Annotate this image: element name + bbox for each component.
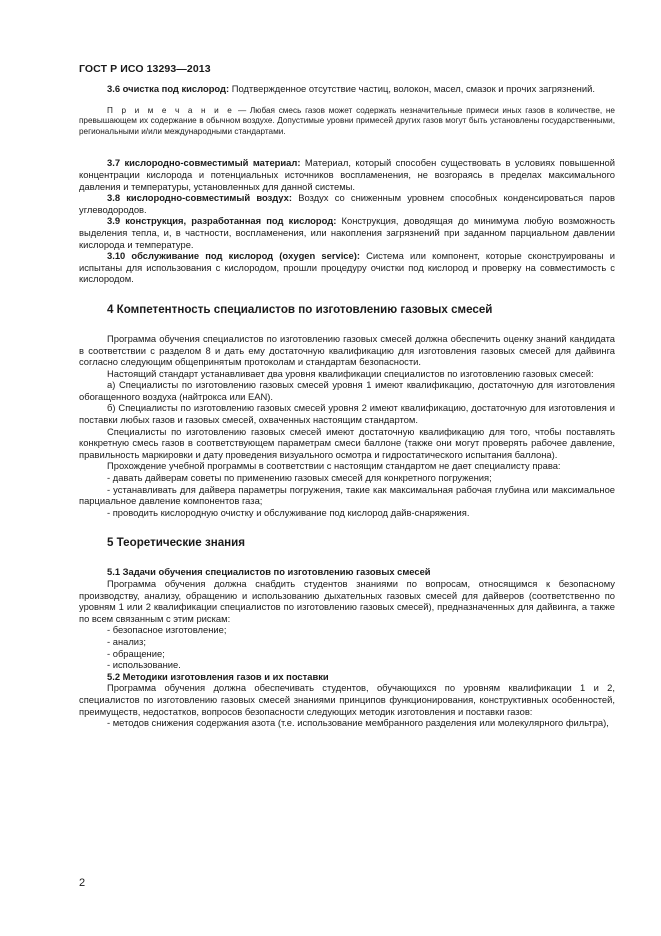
list-item: - использование. [107, 659, 181, 671]
term: 3.10 обслуживание под кислород (oxygen service): [107, 250, 360, 262]
list-item: - устанавливать для дайвера параметры погружения, такие как максимальная рабочая глубина или максимальное парциальное давление компонентов газа; [79, 483, 615, 507]
document-body [79, 83, 615, 729]
term: 3.6 очистка под кислород: [107, 83, 230, 94]
definition: Конструкция, доводящая до минимума любую возможность выделения тепла, и, в частности, воспламенения, или накопления загрязнений при заданном парциальном давлении кислорода и температуре. [79, 215, 615, 250]
list-item: - анализ; [107, 635, 146, 647]
note-label: П р и м е ч а н и е [107, 105, 235, 115]
definition: Подтвержденное отсутствие частиц, волокон, масел, смазок и прочих загрязнений. [229, 83, 595, 94]
paragraph: б) Специалисты по изготовлению газовых смесей уровня 2 имеют квалификацию, достаточную для изготовления и поставки любых газов и газовых смесей, охваченных настоящим стандартом. [79, 402, 615, 426]
paragraph: Прохождение учебной программы в соответствии с настоящим стандартом не дает специалисту права: [107, 460, 561, 472]
section-5-title: 5 Теоретические знания [107, 536, 246, 550]
definition: Материал, который способен существовать в условиях повышенной концентрации кислорода и потенциальных источников воспламенения, не возгораясь в пределах максимального давления и температуры, установленных для данной системы. [79, 157, 615, 192]
subsection-5-2-title: 5.2 Методики изготовления газов и их поставки [107, 670, 329, 682]
definition: Воздух со сниженным уровнем способных конденсироваться паров углеводородов. [79, 192, 615, 215]
term: 3.7 кислородно-совместимый материал: [107, 157, 301, 169]
page-number: 2 [79, 877, 86, 889]
term: 3.9 конструкция, разработанная под кислород: [107, 215, 337, 227]
clause-3-7 [79, 157, 615, 192]
document-header: ГОСТ Р ИСО 13293—2013 [79, 63, 211, 75]
definition: Система или компонент, которые сконструированы и испытаны для использования с кислородом, прошли процедуру очистки под кислород и проверку на совместимость с кислородом. [79, 250, 615, 285]
paragraph: Программа обучения должна обеспечивать студентов, обучающихся по уровням квалификации 1 и 2, специалистов по изготовлению газовых смесей знаниями принципов функционирования, конструктивных особенностей, преимуществ, недостатков, вопросов безопасности следующих методик изготовления и поставки газов: [79, 682, 615, 717]
paragraph: Настоящий стандарт устанавливает два уровня квалификации специалистов по изготовлению газовых смесей: [107, 367, 594, 379]
paragraph: Программа обучения специалистов по изготовлению газовых смесей должна обеспечить оценку знаний кандидата в соответствии с разделом 8 и дать ему достаточную квалификацию для изготовления газовых смесей для дайвинга согласно следующим общепринятым протоколам и стандартам безопасности. [79, 332, 615, 368]
term: 3.8 кислородно-совместимый воздух: [107, 192, 292, 204]
list-item: - обращение; [107, 647, 165, 659]
list-item: - безопасное изготовление; [107, 624, 227, 636]
clause-3-6 [79, 83, 615, 95]
clause-3-8 [79, 192, 615, 215]
paragraph: Программа обучения должна снабдить студентов знаниями по вопросам, относящимся к безопасному производству, анализу, обращению и использованию дыхательных газовых смесей для дайверов (соответственно по уровням 1 или 2 квалификации специалистов по изготовлению газовых смесей), предназначенных для дайвинга, а также по всем связанным с этим рискам: [79, 578, 615, 624]
section-4-title: 4 Компетентность специалистов по изготовлению газовых смесей [107, 302, 493, 316]
list-item: - проводить кислородную очистку и обслуживание под кислород дайв-снаряжения. [107, 506, 470, 518]
subsection-5-1-title: 5.1 Задачи обучения специалистов по изготовлению газовых смесей [107, 566, 431, 578]
paragraph: а) Специалисты по изготовлению газовых смесей уровня 1 имеют квалификацию, достаточную для изготовления обогащенного воздуха (найтрокса или EAN). [79, 379, 615, 402]
note-text: — Любая смесь газов может содержать незначительные примеси иных газов в количестве, не превышающем их содержание в обычном воздухе. Допустимые уровни примесей других газов могут быть установлены государственными, региональными и/или международными стандартами. [79, 105, 615, 136]
note [79, 106, 615, 138]
paragraph: Специалисты по изготовлению газовых смесей имеют достаточную квалификацию для того, чтобы поставлять конкретную смесь газов в соответствующем параметрам смеси баллоне (также они могут проверять рабочее давление, правильность маркировки и дату проведения визуального осмотра и гидростатического испытания баллона). [79, 425, 615, 460]
list-item: - давать дайверам советы по применению газовых смесей для конкретного погружения; [107, 472, 492, 484]
clause-3-9 [79, 215, 615, 250]
clause-3-10 [79, 250, 615, 285]
list-item: - методов снижения содержания азота (т.е. использование мембранного разделения или молекулярного фильтра), [107, 717, 609, 729]
